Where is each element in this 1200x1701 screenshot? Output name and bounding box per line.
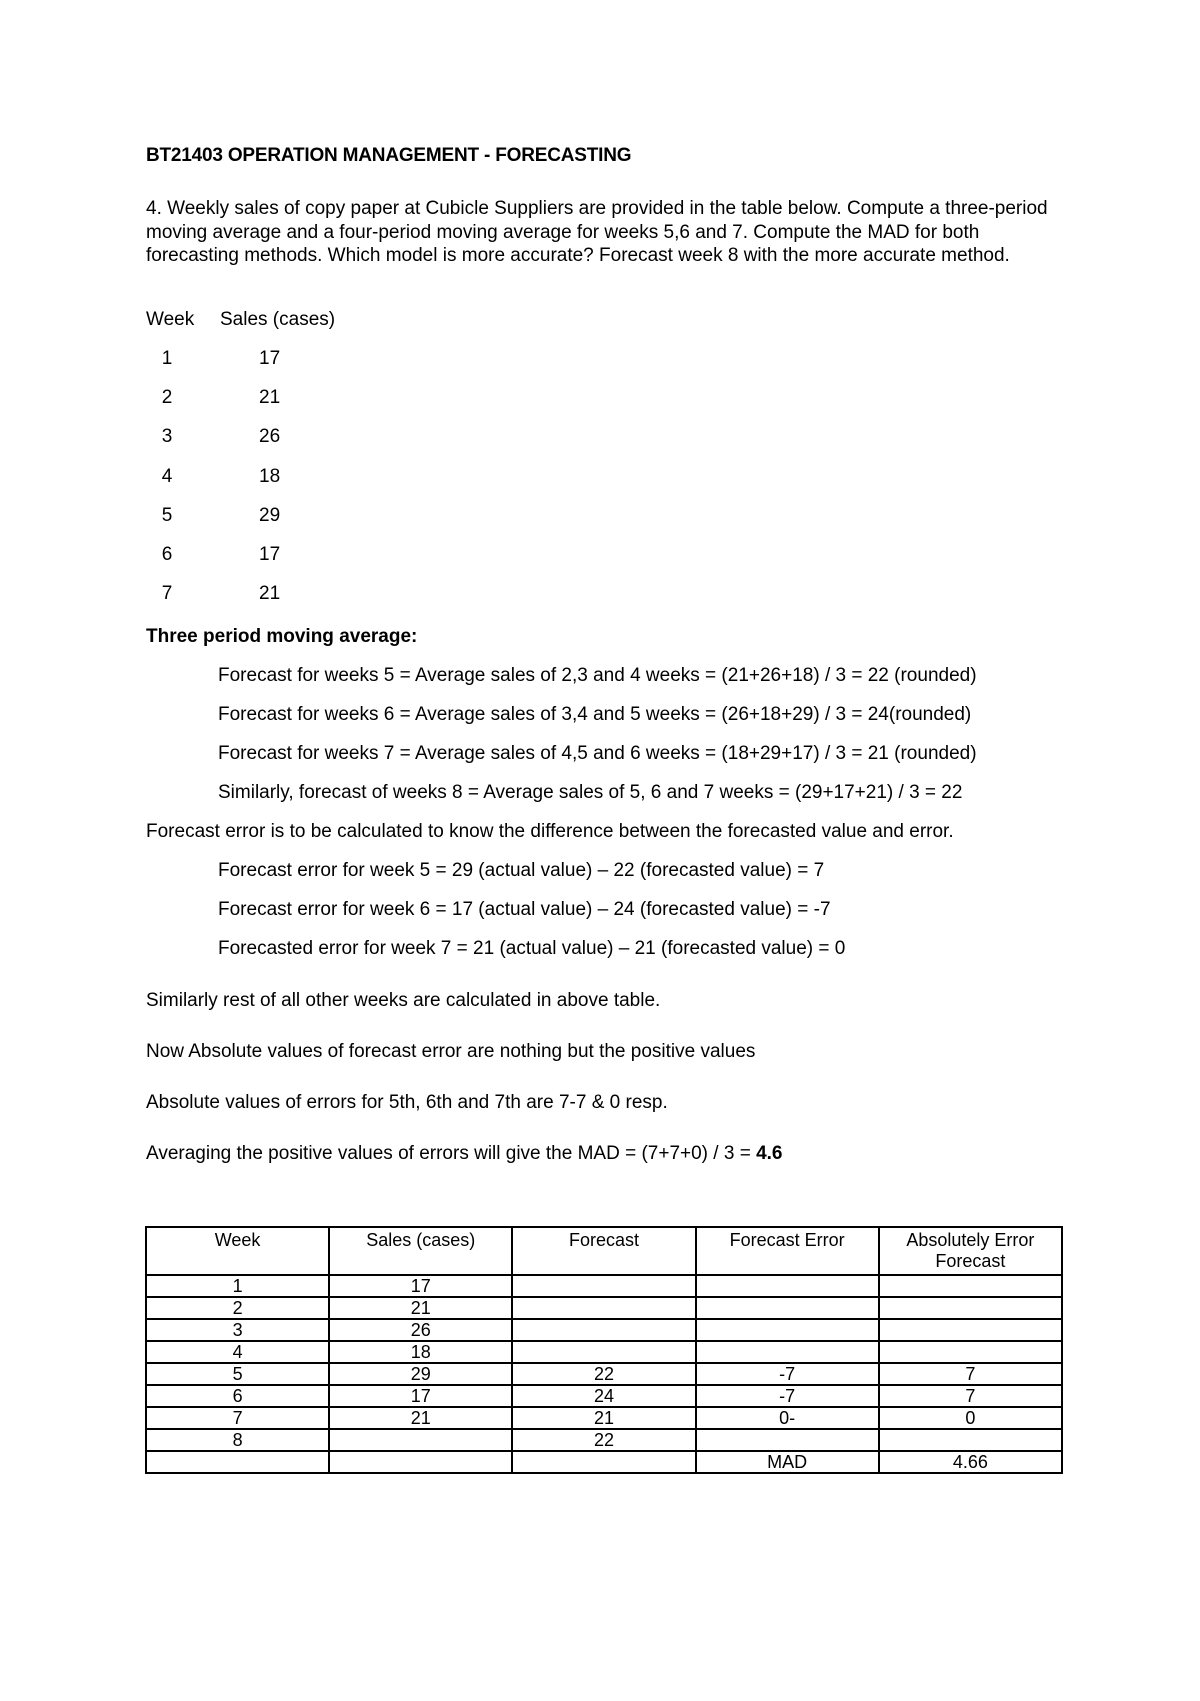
sales-value-4: 18 (259, 466, 281, 487)
cell-forecast (512, 1297, 695, 1319)
sales-week-2: 2 (161, 387, 173, 408)
cell-forecast: 24 (512, 1385, 695, 1407)
sales-week-3: 3 (161, 426, 173, 447)
col-header-forecast: Forecast (512, 1227, 695, 1275)
note-rest-of-weeks: Similarly rest of all other weeks are calculated in above table. (146, 990, 661, 1011)
sales-value-1: 17 (259, 348, 281, 369)
cell-forecast-error (696, 1341, 879, 1363)
cell-absolute-error (879, 1429, 1062, 1451)
cell-forecast-error (696, 1319, 879, 1341)
col-header-week: Week (146, 1227, 329, 1275)
cell-sales: 17 (329, 1385, 512, 1407)
cell-forecast: 22 (512, 1363, 695, 1385)
forecast-table (145, 1226, 1063, 1474)
cell-absolute-error (879, 1319, 1062, 1341)
note-absolute-errors: Absolute values of errors for 5th, 6th and 7th are 7-7 & 0 resp. (146, 1092, 668, 1113)
cell-absolute-error (879, 1297, 1062, 1319)
forecast-line-week-7: Forecast for weeks 7 = Average sales of 4,5 and 6 weeks = (18+29+17) / 3 = 21 (rounded) (218, 743, 977, 764)
forecast-line-week-5: Forecast for weeks 5 = Average sales of 2,3 and 4 weeks = (21+26+18) / 3 = 22 (rounded) (218, 665, 977, 686)
sales-week-5: 5 (161, 505, 173, 526)
cell-forecast: 22 (512, 1429, 695, 1451)
col-header-sales: Sales (cases) (329, 1227, 512, 1275)
cell-forecast-error (696, 1297, 879, 1319)
cell-empty (512, 1451, 695, 1473)
solution-heading: Three period moving average: (146, 626, 418, 647)
cell-week: 3 (146, 1319, 329, 1341)
error-intro: Forecast error is to be calculated to know the difference between the forecasted value and error. (146, 821, 954, 842)
cell-sales: 18 (329, 1341, 512, 1363)
mad-label: MAD (696, 1451, 879, 1473)
document-title: BT21403 OPERATION MANAGEMENT - FORECASTING (146, 145, 632, 166)
error-line-week-5: Forecast error for week 5 = 29 (actual value) – 22 (forecasted value) = 7 (218, 860, 825, 881)
cell-absolute-error: 7 (879, 1385, 1062, 1407)
col-header-absolute-error: Absolutely Error Forecast (879, 1227, 1062, 1275)
cell-sales (329, 1429, 512, 1451)
question-text: 4. Weekly sales of copy paper at Cubicle Suppliers are provided in the table below. Compute a three-period moving average and a four-period moving average for weeks 5,6 and 7. Compute the MAD for both forecasting methods. Which model is more accurate? Forecast week 8 with the more accurate method. (146, 198, 1048, 266)
cell-forecast: 21 (512, 1407, 695, 1429)
sales-value-2: 21 (259, 387, 281, 408)
sales-value-6: 17 (259, 544, 281, 565)
table-row (146, 1341, 1062, 1363)
cell-empty (146, 1451, 329, 1473)
cell-forecast-error: 0- (696, 1407, 879, 1429)
cell-sales: 21 (329, 1297, 512, 1319)
sales-header-sales: Sales (cases) (220, 309, 336, 330)
cell-week: 2 (146, 1297, 329, 1319)
sales-header-week: Week (146, 309, 195, 330)
error-line-week-7: Forecasted error for week 7 = 21 (actual value) – 21 (forecasted value) = 0 (218, 938, 846, 959)
cell-forecast (512, 1275, 695, 1297)
mad-row (146, 1451, 1062, 1473)
cell-sales: 21 (329, 1407, 512, 1429)
sales-week-6: 6 (161, 544, 173, 565)
cell-empty (329, 1451, 512, 1473)
sales-value-3: 26 (259, 426, 281, 447)
cell-week: 4 (146, 1341, 329, 1363)
error-line-week-6: Forecast error for week 6 = 17 (actual value) – 24 (forecasted value) = -7 (218, 899, 831, 920)
forecast-line-week-6: Forecast for weeks 6 = Average sales of 3,4 and 5 weeks = (26+18+29) / 3 = 24(rounded) (218, 704, 972, 725)
forecast-line-week-8: Similarly, forecast of weeks 8 = Average sales of 5, 6 and 7 weeks = (29+17+21) / 3 = 22 (218, 782, 963, 803)
sales-week-7: 7 (161, 583, 173, 604)
mad-calculation-text: Averaging the positive values of errors will give the MAD = (7+7+0) / 3 = (146, 1143, 757, 1164)
table-row (146, 1407, 1062, 1429)
cell-absolute-error: 0 (879, 1407, 1062, 1429)
sales-value-5: 29 (259, 505, 281, 526)
cell-forecast (512, 1319, 695, 1341)
table-row (146, 1429, 1062, 1451)
table-row (146, 1385, 1062, 1407)
cell-forecast-error: -7 (696, 1385, 879, 1407)
table-row (146, 1319, 1062, 1341)
cell-sales: 17 (329, 1275, 512, 1297)
cell-week: 7 (146, 1407, 329, 1429)
table-row (146, 1363, 1062, 1385)
cell-sales: 29 (329, 1363, 512, 1385)
mad-value: 4.66 (879, 1451, 1062, 1473)
cell-forecast-error (696, 1429, 879, 1451)
note-mad-calculation (146, 1143, 783, 1165)
cell-week: 8 (146, 1429, 329, 1451)
table-row (146, 1297, 1062, 1319)
cell-forecast-error (696, 1275, 879, 1297)
sales-week-1: 1 (161, 348, 173, 369)
table-row (146, 1275, 1062, 1297)
forecast-table-header-row (146, 1227, 1062, 1275)
cell-sales: 26 (329, 1319, 512, 1341)
cell-forecast (512, 1341, 695, 1363)
cell-absolute-error: 7 (879, 1363, 1062, 1385)
cell-week: 5 (146, 1363, 329, 1385)
col-header-forecast-error: Forecast Error (696, 1227, 879, 1275)
cell-absolute-error (879, 1275, 1062, 1297)
sales-value-7: 21 (259, 583, 281, 604)
cell-week: 1 (146, 1275, 329, 1297)
mad-calculation-result: 4.6 (756, 1143, 783, 1164)
note-absolute-values: Now Absolute values of forecast error are nothing but the positive values (146, 1041, 756, 1062)
cell-forecast-error: -7 (696, 1363, 879, 1385)
cell-week: 6 (146, 1385, 329, 1407)
cell-absolute-error (879, 1341, 1062, 1363)
sales-week-4: 4 (161, 466, 173, 487)
